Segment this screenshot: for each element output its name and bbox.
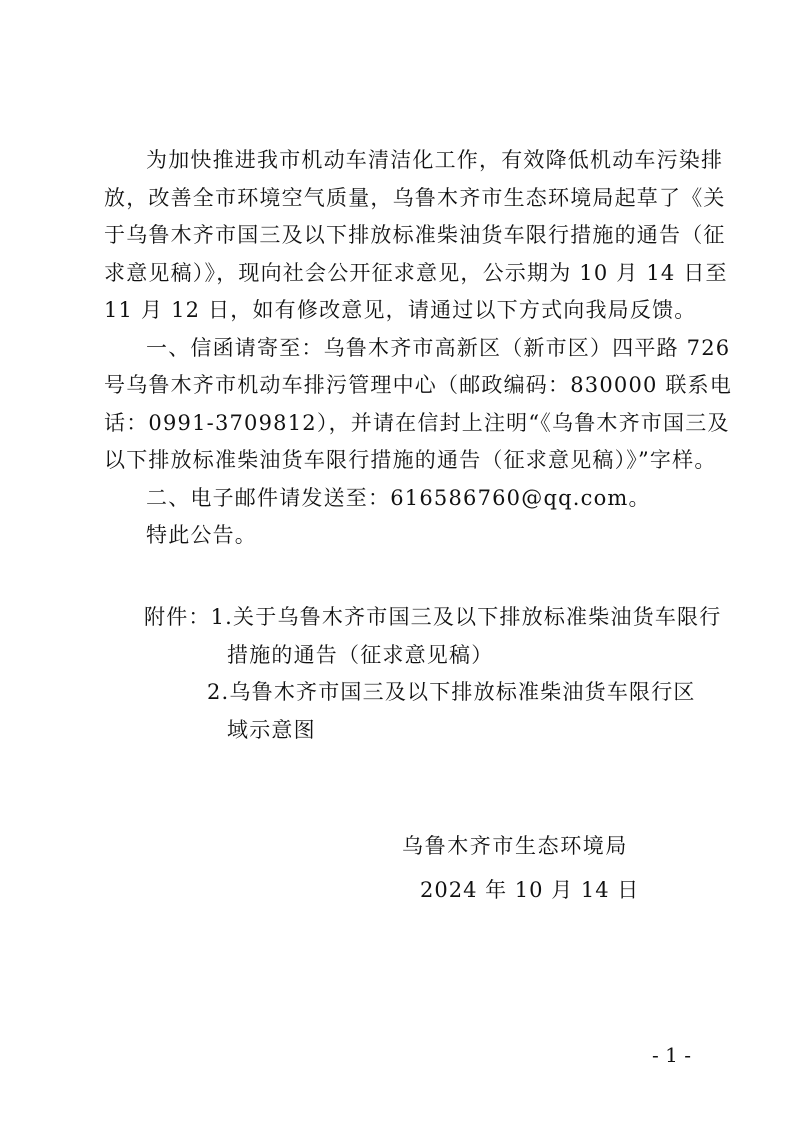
notice-body bbox=[104, 142, 733, 555]
mail-paragraph bbox=[104, 330, 733, 480]
mail-line-3: 话：0991-3709812），并请在信封上注明“《乌鲁木齐市国三及 bbox=[104, 410, 730, 435]
attachments-label: 附件： bbox=[144, 605, 211, 629]
email-line: 二、电子邮件请发送至：616586760@qq.com。 bbox=[146, 485, 651, 510]
email-paragraph bbox=[104, 480, 694, 518]
mail-line-1: 一、信函请寄至：乌鲁木齐市高新区（新市区）四平路 726 bbox=[146, 335, 731, 360]
mail-line-4: 以下排放标准柴油货车限行措施的通告（征求意见稿）》”字样。 bbox=[104, 448, 717, 472]
intro-line-5: 11 月 12 日，如有修改意见，请通过以下方式向我局反馈。 bbox=[104, 298, 697, 322]
intro-line-4: 求意见稿）》，现向社会公开征求意见，公示期为 10 月 14 日至 bbox=[104, 260, 728, 285]
attachments-block bbox=[144, 599, 721, 749]
attachment-item-1 bbox=[144, 599, 721, 637]
intro-line-2: 放，改善全市环境空气质量，乌鲁木齐市生态环境局起草了《关 bbox=[104, 185, 726, 210]
attachment-1-continuation: 措施的通告（征求意见稿） bbox=[227, 642, 494, 667]
signature-date: 2024 年 10 月 14 日 bbox=[420, 878, 640, 902]
mail-line-2: 号乌鲁木齐市机动车排污管理中心（邮政编码：830000 联系电 bbox=[104, 373, 733, 397]
intro-line-3: 于乌鲁木齐市国三及以下排放标准柴油货车限行措施的通告（征 bbox=[104, 223, 726, 247]
intro-line-1: 为加快推进我市机动车清洁化工作，有效降低机动车污染排 bbox=[146, 148, 724, 172]
intro-paragraph bbox=[104, 142, 728, 330]
closing-line: 特此公告。 bbox=[146, 523, 257, 547]
attachment-2-continuation: 域示意图 bbox=[227, 717, 316, 742]
page-number: - 1 - bbox=[652, 1043, 691, 1067]
attachment-2-title: 2.乌鲁木齐市国三及以下排放标准柴油货车限行区 bbox=[207, 680, 696, 704]
signature-org: 乌鲁木齐市生态环境局 bbox=[402, 834, 628, 858]
attachment-1-title: 1.关于乌鲁木齐市国三及以下排放标准柴油货车限行 bbox=[210, 605, 722, 629]
closing-paragraph bbox=[104, 517, 694, 555]
